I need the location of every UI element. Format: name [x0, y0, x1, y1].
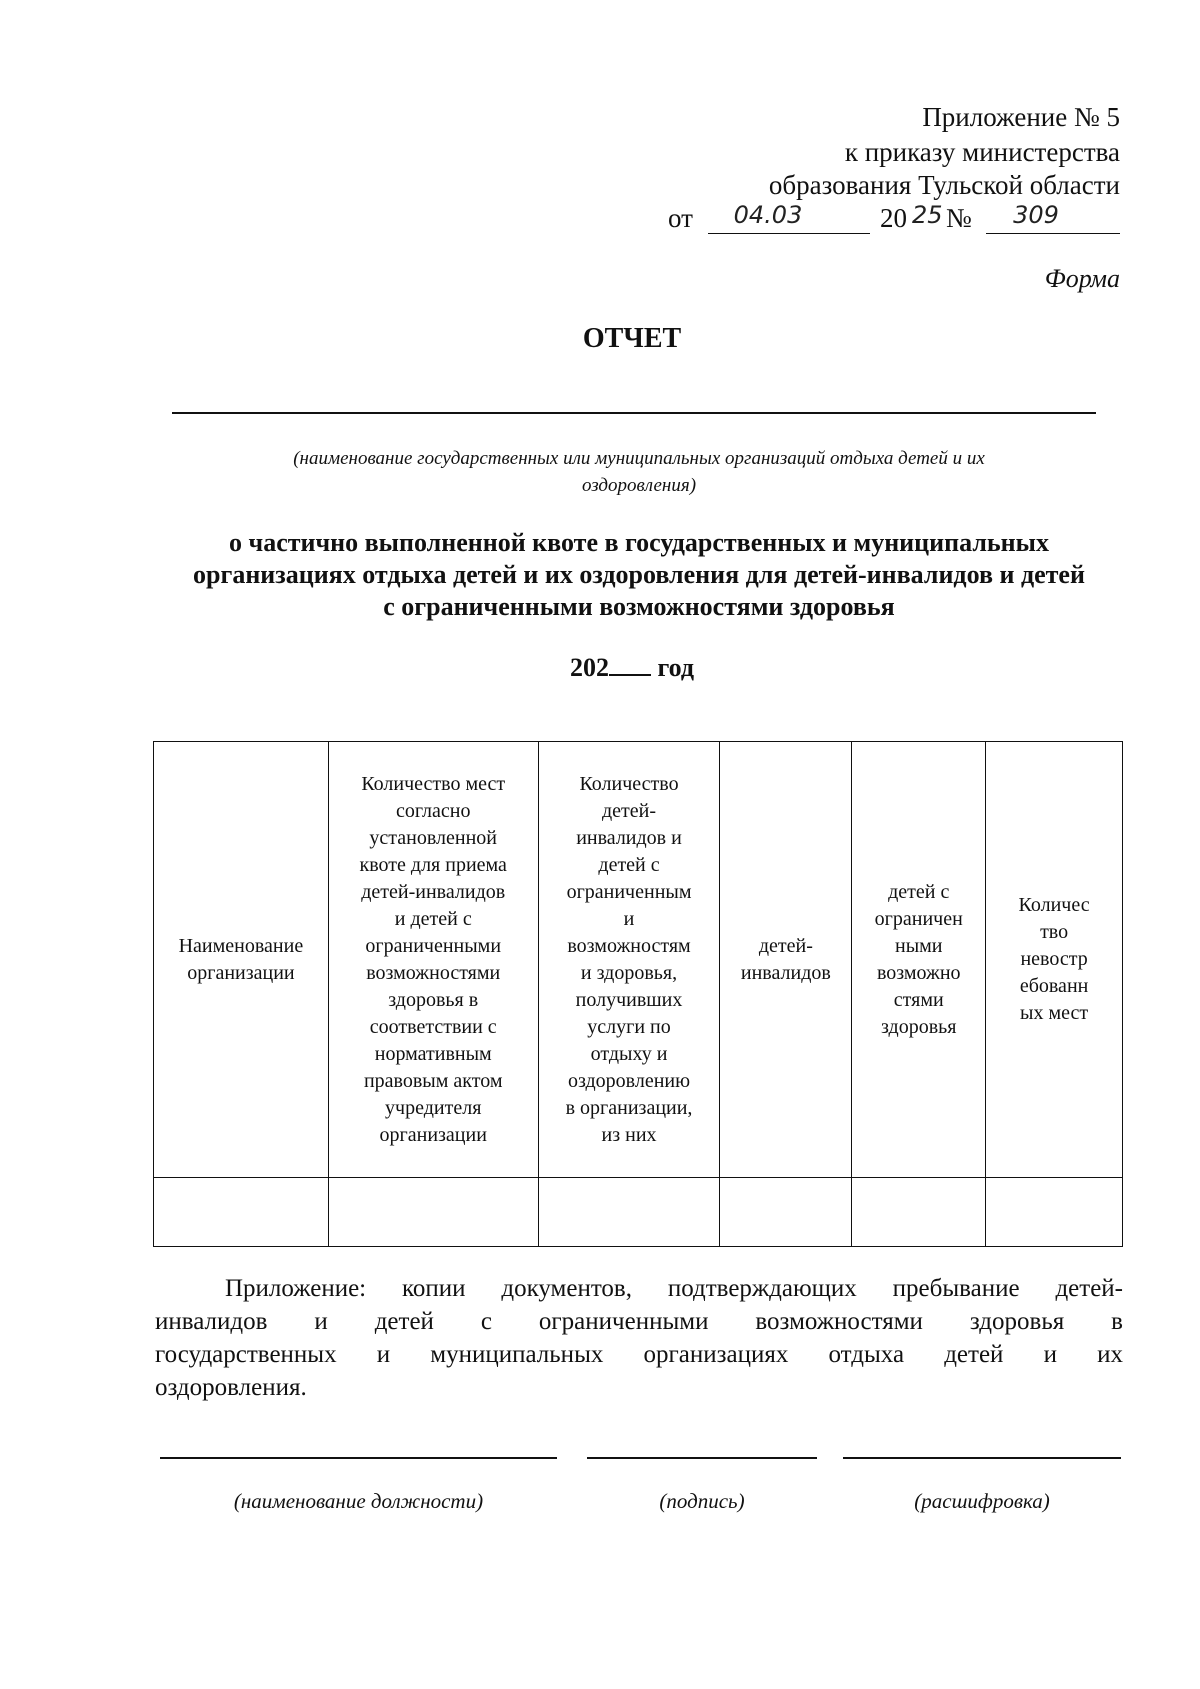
header-children-served: [538, 742, 720, 1178]
number-sign: №: [946, 203, 972, 233]
appendix-note: [155, 1272, 1123, 1404]
header-text-line: получивших: [575, 988, 683, 1011]
table-row: [154, 1178, 1123, 1247]
header-text-line: детей с: [888, 880, 950, 903]
handwritten-number: 309: [1013, 201, 1059, 229]
header-text-line: из них: [601, 1123, 657, 1146]
appendix-line1: Приложение: копии документов, подтверждающих пребывание детей-: [225, 1275, 1123, 1302]
header-text-line: установленной: [369, 826, 498, 849]
handwritten-year: 25: [912, 201, 943, 229]
header-text-line: ебованн: [1019, 975, 1089, 997]
table-cell[interactable]: [328, 1178, 538, 1247]
table-header-row: [154, 742, 1123, 1178]
appendix-line2: инвалидов и детей с ограниченными возможностями здоровья в: [155, 1308, 1123, 1335]
ot-label: от: [668, 203, 693, 233]
appendix-line3: государственных и муниципальных организациях отдыха детей и их: [155, 1341, 1123, 1368]
header-unclaimed-places: [986, 742, 1123, 1178]
appendix-number: Приложение № 5: [922, 102, 1120, 132]
subtitle-line1: о частично выполненной квоте в государственных и муниципальных: [229, 528, 1049, 557]
header-text-line: Количество: [579, 772, 679, 795]
header-text-line: учредителя: [385, 1096, 482, 1119]
header-text-line: возможно: [876, 961, 961, 984]
header-text-line: согласно: [395, 799, 471, 822]
header-text-line: ными: [894, 934, 943, 957]
year-prefix: 20: [880, 203, 907, 233]
header-text-line: детей-: [602, 799, 657, 822]
header-text-line: стями: [893, 988, 944, 1011]
table-cell[interactable]: [154, 1178, 329, 1247]
header-text-line: организации: [187, 961, 295, 984]
subtitle-line3: с ограниченными возможностями здоровья: [383, 592, 895, 621]
signature-caption: (подпись): [659, 1489, 745, 1513]
year-suffix-text: год: [657, 653, 695, 682]
header-disabled-children: [720, 742, 852, 1178]
header-text-line: возможностям: [567, 934, 691, 957]
header-text-line: правовым актом: [363, 1069, 503, 1092]
header-text-line: и здоровья,: [580, 961, 678, 984]
report-title: ОТЧЕТ: [582, 323, 682, 354]
header-text-line: оздоровлению: [567, 1069, 691, 1092]
header-text-line: детей-: [758, 934, 813, 957]
order-date-line: [668, 201, 1120, 237]
year-prefix-text: 202: [569, 653, 609, 682]
form-label: Форма: [1044, 264, 1120, 293]
subtitle-line2: организациях отдыха детей и их оздоровления для детей-инвалидов и детей: [193, 560, 1085, 589]
table-cell[interactable]: [720, 1178, 852, 1247]
year-blank: [609, 652, 651, 676]
header-text-line: и детей с: [394, 907, 472, 930]
report-subtitle: [150, 527, 1128, 623]
header-text-line: нормативным: [374, 1042, 492, 1065]
header-text-line: инвалидов: [740, 961, 831, 984]
org-name-caption-line2: оздоровления): [581, 475, 697, 496]
year-field: [912, 203, 942, 233]
report-table: [153, 741, 1123, 1247]
header-text-line: ограничен: [874, 907, 963, 930]
org-name-caption-line1: (наименование государственных или муниципальных организаций отдыха детей и их: [293, 448, 985, 469]
appendix-line4: оздоровления.: [155, 1374, 307, 1401]
position-caption: (наименование должности): [233, 1489, 484, 1513]
header-text-line: детей с: [598, 853, 660, 876]
number-field: [986, 203, 1120, 234]
header-limited-health-children: [852, 742, 986, 1178]
order-reference: к приказу министерства: [844, 137, 1120, 167]
header-text-line: ых мест: [1020, 1002, 1089, 1024]
header-text-line: ограниченными: [365, 934, 502, 957]
org-name-line: [172, 412, 1096, 414]
signature-line: [587, 1457, 817, 1459]
header-text-line: соответствии с: [369, 1015, 497, 1038]
table-cell[interactable]: [986, 1178, 1123, 1247]
header-text-line: Наименование: [178, 934, 304, 957]
date-field: [708, 203, 870, 234]
header-text-line: Количес: [1018, 894, 1090, 916]
ministry-name: образования Тульской области: [768, 170, 1120, 200]
header-organization-name: [154, 742, 329, 1178]
report-year: [0, 652, 1200, 683]
position-line: [160, 1457, 557, 1459]
header-text-line: в организации,: [565, 1096, 693, 1119]
table-cell[interactable]: [852, 1178, 986, 1247]
header-text-line: невостр: [1020, 948, 1088, 970]
header-text-line: инвалидов и: [576, 826, 682, 849]
header-text-line: здоровья: [881, 1015, 957, 1038]
header-quota-places: [328, 742, 538, 1178]
header-text-line: здоровья в: [388, 988, 479, 1011]
handwritten-date: 04.03: [733, 201, 803, 229]
table-cell[interactable]: [538, 1178, 720, 1247]
header-text-line: ограниченным: [566, 880, 692, 903]
header-text-line: квоте для приема: [359, 853, 507, 876]
header-text-line: услуги по: [587, 1015, 671, 1038]
header-text-line: детей-инвалидов: [361, 880, 506, 903]
header-text-line: тво: [1040, 921, 1069, 943]
header-text-line: отдыху и: [590, 1042, 668, 1065]
header-text-line: Количество мест: [361, 772, 506, 795]
header-text-line: организации: [379, 1123, 487, 1146]
org-name-caption: [150, 445, 1128, 499]
header-text-line: и: [623, 907, 635, 930]
header-text-line: возможностями: [366, 961, 501, 984]
decoding-caption: (расшифровка): [914, 1489, 1050, 1513]
decoding-line: [843, 1457, 1121, 1459]
